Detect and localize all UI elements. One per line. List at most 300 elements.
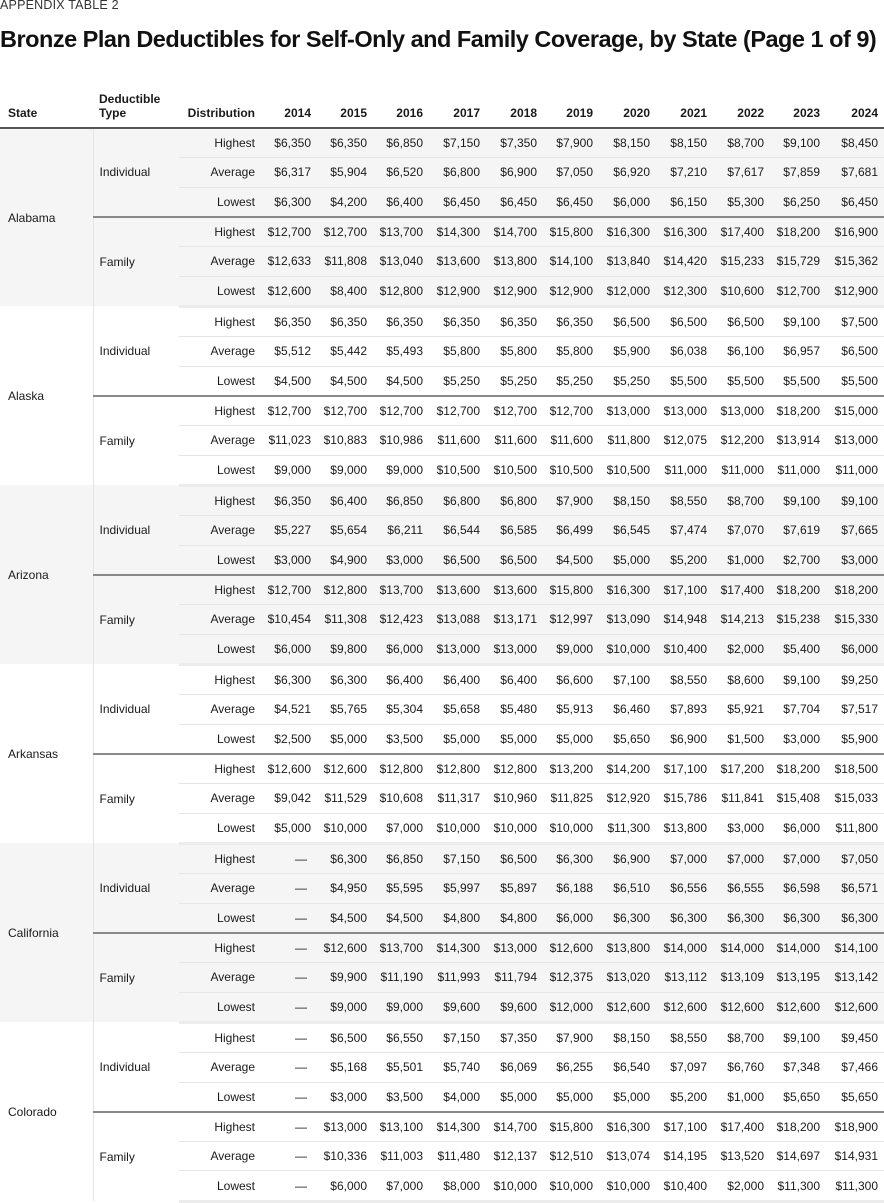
state-block [0, 306, 884, 485]
deductible-value: $4,800 [486, 903, 543, 933]
deductible-value: $11,529 [317, 784, 373, 813]
deductible-value: $7,150 [429, 1022, 486, 1052]
deductible-value: $12,700 [261, 575, 317, 605]
deductible-value: $5,800 [543, 337, 599, 366]
distribution-label: Highest [179, 217, 261, 247]
deductible-value: $12,600 [317, 933, 373, 963]
distribution-label: Highest [179, 306, 261, 336]
deductible-value: $12,600 [599, 992, 656, 1022]
deductible-value: $13,000 [826, 426, 884, 455]
deductible-value: $5,000 [486, 1082, 543, 1112]
deductible-value: $13,112 [656, 963, 713, 992]
deductible-value: $13,600 [429, 247, 486, 276]
deductible-value: $6,038 [656, 337, 713, 366]
deductible-value: — [261, 1171, 317, 1201]
deductible-value: $16,300 [599, 217, 656, 247]
deductible-value: $8,150 [599, 128, 656, 158]
distribution-label: Highest [179, 128, 261, 158]
deductible-value: $6,957 [770, 337, 826, 366]
deductible-value: $4,800 [429, 903, 486, 933]
deductible-value: $6,211 [373, 516, 429, 545]
deductible-value: $6,800 [429, 485, 486, 515]
deductible-value: $13,200 [543, 754, 599, 784]
deductible-value: $16,900 [826, 217, 884, 247]
deductible-value: $7,050 [543, 158, 599, 187]
deductible-value: $14,200 [599, 754, 656, 784]
distribution-label: Highest [179, 843, 261, 873]
deductible-value: $12,800 [486, 754, 543, 784]
deductible-value: $6,350 [486, 306, 543, 336]
deductible-value: $2,000 [713, 634, 770, 664]
deductible-value: $5,480 [486, 695, 543, 724]
deductible-value: $17,200 [713, 754, 770, 784]
deductible-value: $6,000 [543, 903, 599, 933]
deductible-value: $6,400 [486, 664, 543, 694]
table-row [0, 843, 884, 873]
deductible-value: $5,997 [429, 874, 486, 903]
deductible-value: $5,921 [713, 695, 770, 724]
deductible-value: $7,619 [770, 516, 826, 545]
deductible-value: $5,658 [429, 695, 486, 724]
deductible-value: $8,550 [656, 485, 713, 515]
distribution-label: Average [179, 963, 261, 992]
deductible-value: $6,500 [486, 545, 543, 575]
distribution-label: Highest [179, 754, 261, 784]
header-year: 2022 [713, 86, 770, 128]
deductible-value: $13,800 [486, 247, 543, 276]
deductible-value: $5,000 [261, 813, 317, 843]
deductible-value: $13,600 [429, 575, 486, 605]
deductible-value: $7,000 [373, 813, 429, 843]
distribution-label: Lowest [179, 992, 261, 1022]
deductible-value: $10,000 [599, 634, 656, 664]
deductible-value: $12,000 [543, 992, 599, 1022]
deductible-value: $6,317 [261, 158, 317, 187]
distribution-label: Highest [179, 396, 261, 426]
deductible-value: $13,142 [826, 963, 884, 992]
deductible-value: $6,300 [317, 843, 373, 873]
deductible-value: $14,213 [713, 605, 770, 634]
deductible-value: $18,500 [826, 754, 884, 784]
deductible-value: $6,000 [599, 187, 656, 217]
deductible-value: $7,893 [656, 695, 713, 724]
deductible-value: $15,408 [770, 784, 826, 813]
deductible-value: $6,350 [261, 128, 317, 158]
deductible-value: $18,200 [770, 396, 826, 426]
deductible-value: $18,900 [826, 1112, 884, 1142]
deductible-value: $12,800 [429, 754, 486, 784]
distribution-label: Highest [179, 485, 261, 515]
deductible-value: $6,450 [486, 187, 543, 217]
deductible-value: — [261, 992, 317, 1022]
deductible-value: $5,501 [373, 1053, 429, 1082]
deductible-value: $11,000 [826, 455, 884, 485]
deductible-value: $11,600 [543, 426, 599, 455]
deductible-value: $14,100 [826, 933, 884, 963]
deductible-value: $13,090 [599, 605, 656, 634]
deductible-value: $11,317 [429, 784, 486, 813]
deductible-value: $3,000 [261, 545, 317, 575]
deductible-value: $7,350 [486, 128, 543, 158]
deductible-value: $6,350 [261, 306, 317, 336]
deductible-value: $3,500 [373, 1082, 429, 1112]
deductible-value: $12,510 [543, 1142, 599, 1171]
deductible-value: $5,000 [599, 1082, 656, 1112]
deductible-value: $12,700 [543, 396, 599, 426]
distribution-label: Average [179, 1142, 261, 1171]
deductible-value: $11,300 [599, 813, 656, 843]
deductible-value: $12,200 [713, 426, 770, 455]
deductible-value: $10,608 [373, 784, 429, 813]
deductible-value: $13,000 [656, 396, 713, 426]
distribution-label: Lowest [179, 903, 261, 933]
deductible-value: $5,000 [429, 724, 486, 754]
deductible-value: $11,600 [429, 426, 486, 455]
distribution-label: Highest [179, 664, 261, 694]
deductible-value: $12,300 [656, 276, 713, 306]
deductible-type: Family [93, 1112, 179, 1201]
deductible-value: $11,300 [826, 1171, 884, 1201]
deductible-value: $10,960 [486, 784, 543, 813]
deductible-value: $13,520 [713, 1142, 770, 1171]
deductible-value: $14,700 [486, 1112, 543, 1142]
deductible-value: $10,500 [599, 455, 656, 485]
deductible-value: $8,150 [599, 1022, 656, 1052]
state-block [0, 485, 884, 664]
deductible-value: $6,100 [713, 337, 770, 366]
state-block [0, 128, 884, 306]
appendix-label: APPENDIX TABLE 2 [0, 0, 119, 12]
distribution-label: Average [179, 247, 261, 276]
distribution-label: Lowest [179, 1171, 261, 1201]
table-row [0, 1022, 884, 1052]
deductible-type: Individual [93, 843, 179, 932]
deductible-value: $3,500 [373, 724, 429, 754]
deductible-value: $11,808 [317, 247, 373, 276]
deductible-value: $7,900 [543, 128, 599, 158]
deductible-value: $13,195 [770, 963, 826, 992]
deductible-value: $15,800 [543, 575, 599, 605]
deductible-value: — [261, 1142, 317, 1171]
deductible-value: $14,000 [656, 933, 713, 963]
deductible-value: $9,000 [373, 455, 429, 485]
deductible-value: $6,555 [713, 874, 770, 903]
deductible-value: $12,600 [543, 933, 599, 963]
deductible-value: $5,000 [543, 724, 599, 754]
deductibles-table [0, 86, 884, 1203]
deductible-value: $5,500 [826, 366, 884, 396]
deductible-value: $14,420 [656, 247, 713, 276]
deductible-value: $5,200 [656, 1082, 713, 1112]
deductible-value: $10,500 [543, 455, 599, 485]
deductible-value: $5,000 [486, 724, 543, 754]
deductible-value: — [261, 933, 317, 963]
table-row [0, 485, 884, 515]
deductible-value: $9,042 [261, 784, 317, 813]
deductible-value: $9,000 [373, 992, 429, 1022]
deductible-value: $12,700 [373, 396, 429, 426]
deductible-value: $5,442 [317, 337, 373, 366]
deductible-value: $5,250 [599, 366, 656, 396]
deductible-value: $4,200 [317, 187, 373, 217]
deductible-value: $12,600 [317, 754, 373, 784]
deductible-value: $14,700 [486, 217, 543, 247]
deductible-value: $12,700 [486, 396, 543, 426]
distribution-label: Lowest [179, 1082, 261, 1112]
deductible-value: $6,500 [826, 337, 884, 366]
deductible-value: $12,800 [373, 276, 429, 306]
deductible-value: $6,520 [373, 158, 429, 187]
deductible-value: $13,700 [373, 575, 429, 605]
deductible-value: $4,500 [543, 545, 599, 575]
deductible-value: $13,000 [713, 396, 770, 426]
deductible-value: $12,375 [543, 963, 599, 992]
deductible-value: $3,000 [713, 813, 770, 843]
deductible-value: $6,300 [317, 664, 373, 694]
state-name: Alabama [0, 128, 93, 306]
deductible-value: $6,350 [261, 485, 317, 515]
deductible-value: — [261, 903, 317, 933]
deductible-value: $2,000 [713, 1171, 770, 1201]
deductible-value: $11,000 [770, 455, 826, 485]
deductible-value: $7,210 [656, 158, 713, 187]
deductible-value: $12,800 [373, 754, 429, 784]
deductible-value: $6,900 [486, 158, 543, 187]
deductible-value: $12,800 [317, 575, 373, 605]
distribution-label: Lowest [179, 724, 261, 754]
deductible-value: $9,600 [486, 992, 543, 1022]
deductible-type: Family [93, 575, 179, 664]
deductible-value: $4,500 [317, 903, 373, 933]
deductible-value: $15,000 [826, 396, 884, 426]
deductible-value: $5,000 [543, 1082, 599, 1112]
table-row [0, 1112, 884, 1142]
table-row [0, 933, 884, 963]
deductible-value: $6,598 [770, 874, 826, 903]
deductible-value: $4,500 [317, 366, 373, 396]
deductible-value: $9,000 [261, 455, 317, 485]
deductible-value: $7,665 [826, 516, 884, 545]
deductible-value: $10,000 [543, 813, 599, 843]
deductible-value: $7,466 [826, 1053, 884, 1082]
header-year: 2018 [486, 86, 543, 128]
deductible-value: $14,000 [770, 933, 826, 963]
deductible-value: $6,350 [317, 128, 373, 158]
deductible-value: $6,400 [429, 664, 486, 694]
deductible-value: $12,900 [486, 276, 543, 306]
deductible-value: $17,400 [713, 1112, 770, 1142]
deductible-value: $5,650 [770, 1082, 826, 1112]
deductible-value: $9,100 [770, 128, 826, 158]
deductible-value: — [261, 1053, 317, 1082]
deductible-value: $7,859 [770, 158, 826, 187]
deductible-value: $5,400 [770, 634, 826, 664]
distribution-label: Lowest [179, 187, 261, 217]
deductible-value: $6,500 [713, 306, 770, 336]
deductible-value: $5,500 [656, 366, 713, 396]
deductible-value: $5,897 [486, 874, 543, 903]
deductible-value: $7,517 [826, 695, 884, 724]
header-year: 2023 [770, 86, 826, 128]
deductible-value: $6,300 [656, 903, 713, 933]
deductible-value: $2,500 [261, 724, 317, 754]
distribution-label: Lowest [179, 545, 261, 575]
deductible-value: $12,137 [486, 1142, 543, 1171]
deductible-value: — [261, 874, 317, 903]
table-row [0, 306, 884, 336]
deductible-value: $6,000 [770, 813, 826, 843]
table-title: Bronze Plan Deductibles for Self-Only and Family Coverage, by State (Page 1 of 9) [0, 26, 877, 52]
deductible-value: $6,850 [373, 128, 429, 158]
deductible-value: $13,000 [599, 396, 656, 426]
deductible-value: $6,500 [486, 843, 543, 873]
deductible-value: $10,600 [713, 276, 770, 306]
deductible-value: $10,336 [317, 1142, 373, 1171]
deductible-value: $10,000 [486, 1171, 543, 1201]
deductible-value: $5,904 [317, 158, 373, 187]
deductible-value: $7,150 [429, 128, 486, 158]
deductible-value: $6,760 [713, 1053, 770, 1082]
deductible-value: $6,300 [770, 903, 826, 933]
deductible-value: $8,400 [317, 276, 373, 306]
deductible-value: $6,510 [599, 874, 656, 903]
deductible-value: $15,330 [826, 605, 884, 634]
deductible-value: $15,786 [656, 784, 713, 813]
deductible-value: $11,308 [317, 605, 373, 634]
table-row [0, 664, 884, 694]
header-state: State [0, 86, 93, 128]
deductible-value: $5,913 [543, 695, 599, 724]
deductible-value: $11,190 [373, 963, 429, 992]
deductible-value: $4,900 [317, 545, 373, 575]
deductible-value: — [261, 1082, 317, 1112]
deductible-value: $15,233 [713, 247, 770, 276]
deductible-value: $5,595 [373, 874, 429, 903]
deductible-value: $7,050 [826, 843, 884, 873]
deductible-value: $12,700 [317, 396, 373, 426]
deductible-value: $6,500 [599, 306, 656, 336]
deductible-value: $3,000 [317, 1082, 373, 1112]
deductible-value: $6,000 [373, 634, 429, 664]
deductible-value: $10,000 [429, 813, 486, 843]
deductible-value: $12,997 [543, 605, 599, 634]
distribution-label: Highest [179, 933, 261, 963]
deductible-value: $6,150 [656, 187, 713, 217]
deductible-value: $6,500 [429, 545, 486, 575]
deductible-value: $15,800 [543, 1112, 599, 1142]
distribution-label: Average [179, 695, 261, 724]
state-block [0, 1022, 884, 1201]
table-header [0, 86, 884, 128]
deductible-value: $13,700 [373, 217, 429, 247]
deductible-value: $6,500 [317, 1022, 373, 1052]
deductible-value: $1,500 [713, 724, 770, 754]
deductible-type: Family [93, 396, 179, 485]
deductible-value: $5,900 [599, 337, 656, 366]
deductible-value: $5,650 [826, 1082, 884, 1112]
deductible-value: $8,700 [713, 1022, 770, 1052]
deductible-value: $7,900 [543, 485, 599, 515]
deductible-value: — [261, 1022, 317, 1052]
deductible-value: $6,300 [713, 903, 770, 933]
deductible-value: $11,600 [486, 426, 543, 455]
deductible-value: $5,654 [317, 516, 373, 545]
deductible-value: $9,450 [826, 1022, 884, 1052]
deductible-value: $6,450 [429, 187, 486, 217]
deductible-value: $12,700 [261, 396, 317, 426]
deductible-value: $4,500 [373, 366, 429, 396]
deductible-value: $12,600 [770, 992, 826, 1022]
deductible-value: $6,400 [373, 187, 429, 217]
state-name: Arizona [0, 485, 93, 664]
deductible-value: $4,521 [261, 695, 317, 724]
deductible-value: $5,250 [543, 366, 599, 396]
deductible-value: $6,900 [656, 724, 713, 754]
deductible-value: $5,500 [713, 366, 770, 396]
deductible-value: $9,100 [770, 1022, 826, 1052]
deductible-value: $4,950 [317, 874, 373, 903]
deductible-value: $8,000 [429, 1171, 486, 1201]
deductible-value: $10,986 [373, 426, 429, 455]
header-deductible-type: Deductible Type [93, 86, 179, 128]
deductible-value: $8,450 [826, 128, 884, 158]
deductible-value: $13,040 [373, 247, 429, 276]
deductible-value: $11,794 [486, 963, 543, 992]
deductible-value: $12,700 [429, 396, 486, 426]
deductible-value: $9,100 [826, 485, 884, 515]
distribution-label: Average [179, 516, 261, 545]
deductible-value: $14,100 [543, 247, 599, 276]
deductible-value: $10,000 [599, 1171, 656, 1201]
state-name: Arkansas [0, 664, 93, 843]
deductible-value: $7,474 [656, 516, 713, 545]
deductible-value: $8,150 [656, 128, 713, 158]
deductible-value: $5,168 [317, 1053, 373, 1082]
distribution-label: Lowest [179, 455, 261, 485]
deductible-value: $4,000 [429, 1082, 486, 1112]
deductible-value: $9,250 [826, 664, 884, 694]
deductible-value: $15,362 [826, 247, 884, 276]
deductible-value: $6,500 [656, 306, 713, 336]
deductible-value: $3,000 [373, 545, 429, 575]
deductible-type: Individual [93, 485, 179, 574]
deductible-value: $6,920 [599, 158, 656, 187]
deductible-value: $6,188 [543, 874, 599, 903]
deductible-value: $15,238 [770, 605, 826, 634]
deductible-value: $13,020 [599, 963, 656, 992]
deductible-value: $9,000 [317, 455, 373, 485]
deductible-value: $7,704 [770, 695, 826, 724]
deductible-value: $9,900 [317, 963, 373, 992]
deductible-value: $7,000 [373, 1171, 429, 1201]
deductible-value: $13,074 [599, 1142, 656, 1171]
deductible-value: $6,460 [599, 695, 656, 724]
deductible-value: $10,883 [317, 426, 373, 455]
deductible-value: $7,617 [713, 158, 770, 187]
deductible-value: $6,900 [599, 843, 656, 873]
deductible-value: $6,800 [429, 158, 486, 187]
deductible-value: $5,765 [317, 695, 373, 724]
deductible-value: $18,200 [826, 575, 884, 605]
deductible-value: $14,300 [429, 217, 486, 247]
table-row [0, 128, 884, 158]
deductible-value: $5,227 [261, 516, 317, 545]
deductible-value: $18,200 [770, 217, 826, 247]
deductible-value: $9,600 [429, 992, 486, 1022]
deductible-value: $6,350 [543, 306, 599, 336]
deductible-value: $11,800 [599, 426, 656, 455]
deductible-value: $6,600 [543, 664, 599, 694]
